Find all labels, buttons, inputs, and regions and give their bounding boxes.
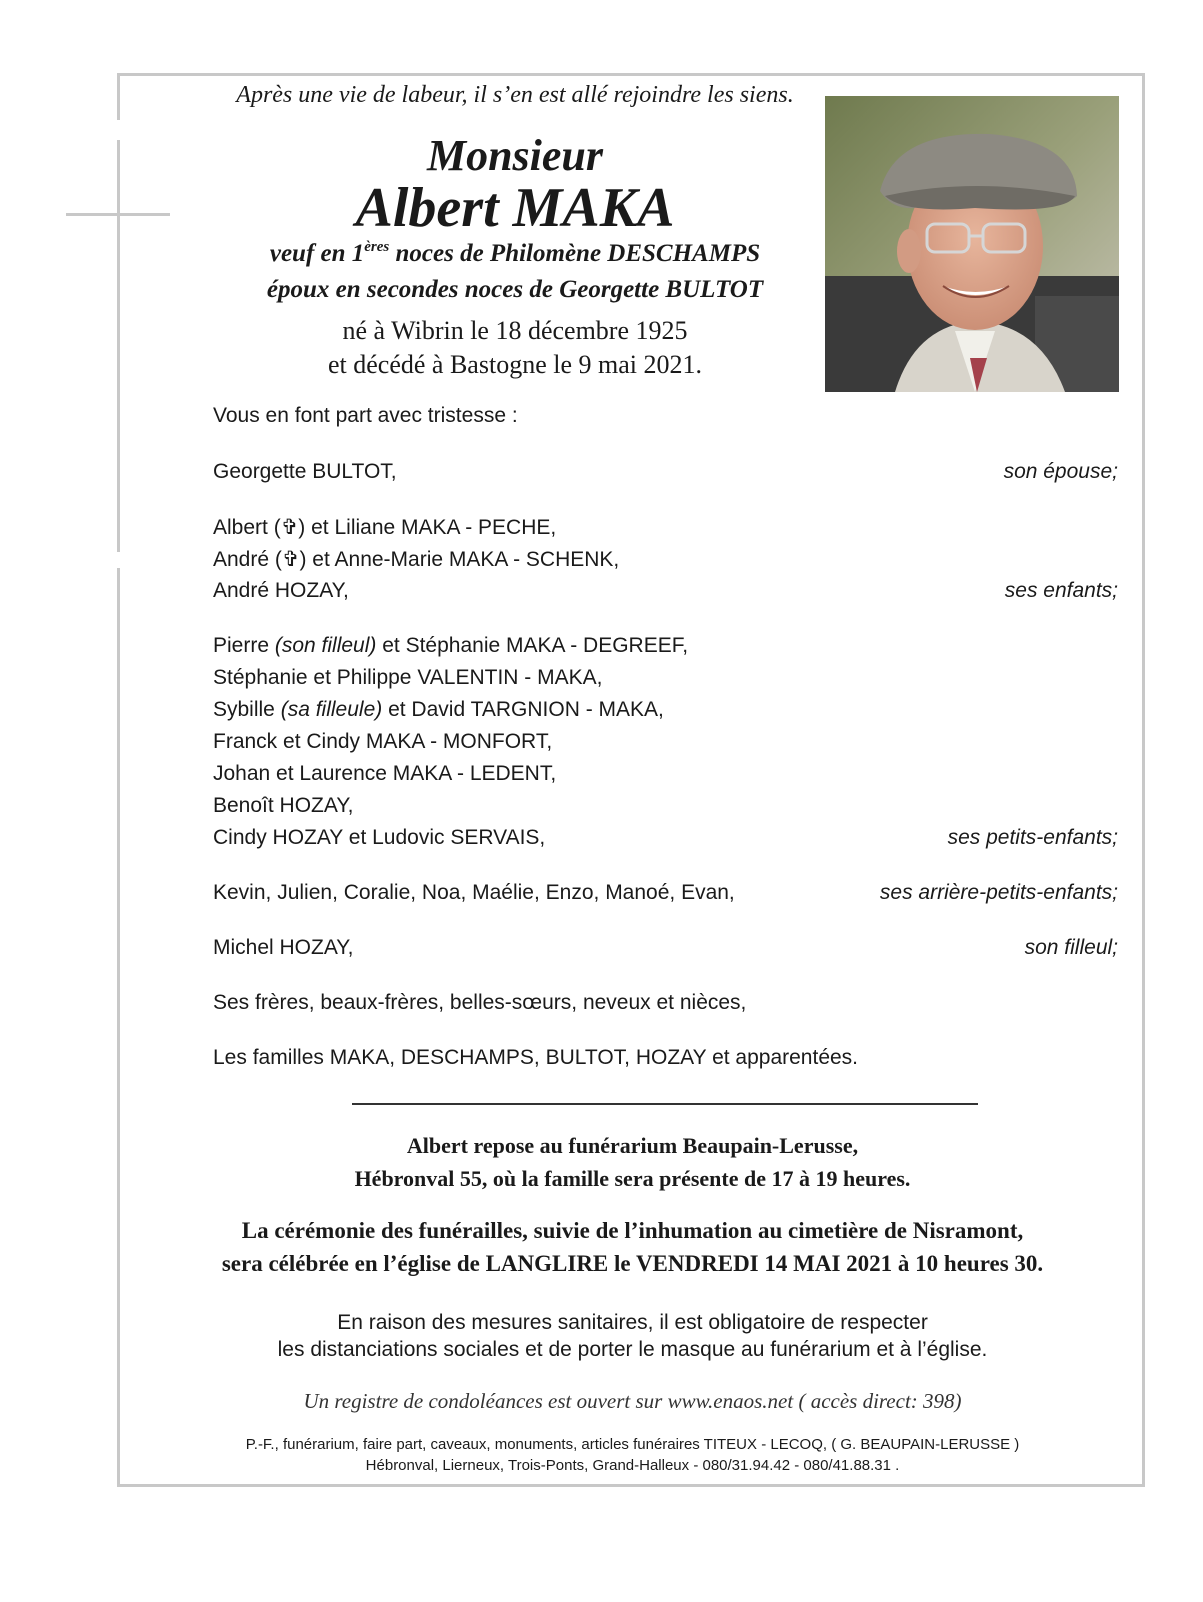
death-line: et décédé à Bastogne le 9 mai 2021. bbox=[328, 350, 702, 379]
family-group-grandchildren bbox=[213, 634, 1118, 858]
family-line: Pierre (son filleul) et Stéphanie MAKA - DEGREEF, bbox=[213, 634, 689, 657]
family-line: Benoît HOZAY, bbox=[213, 794, 354, 817]
family-line: Sybille (sa filleule) et David TARGNION - MAKA, bbox=[213, 698, 664, 721]
relation-label: son épouse; bbox=[1003, 460, 1118, 483]
family-line: Stéphanie et Philippe VALENTIN - MAKA, bbox=[213, 666, 603, 689]
frame-gap bbox=[112, 120, 126, 140]
footer-line-1: P.-F., funérarium, faire part, caveaux, monuments, articles funéraires TITEUX - LECOQ, ( G. BEAUPAIN-LERUSSE ) bbox=[245, 1436, 1020, 1453]
family-group-siblings bbox=[213, 991, 1118, 1023]
relation-label: ses petits-enfants; bbox=[947, 826, 1118, 849]
birth-line: né à Wibrin le 18 décembre 1925 bbox=[342, 316, 688, 345]
family-line: Albert (✞) et Liliane MAKA - PECHE, bbox=[213, 516, 557, 539]
intro-phrase: Après une vie de labeur, il s’en est allé rejoindre les siens. bbox=[236, 82, 794, 108]
ceremony-line-2: sera célébrée en l’église de LANGLIRE le VENDREDI 14 MAI 2021 à 10 heures 30. bbox=[221, 1251, 1044, 1276]
family-group-spouse bbox=[213, 460, 1118, 492]
footer-line-2: Hébronval, Lierneux, Trois-Ponts, Grand-Halleux - 080/31.94.42 - 080/41.88.31 . bbox=[365, 1457, 900, 1474]
cross-horizontal bbox=[66, 213, 170, 216]
family-line: Les familles MAKA, DESCHAMPS, BULTOT, HOZAY et apparentées. bbox=[213, 1046, 859, 1069]
relation-label: ses arrière-petits-enfants; bbox=[879, 881, 1118, 904]
family-line: Georgette BULTOT, bbox=[213, 460, 397, 483]
deceased-cross-icon: ✞ bbox=[280, 516, 299, 539]
rest-line-1: Albert repose au funérarium Beaupain-Lerusse, bbox=[406, 1133, 859, 1158]
registry-notice: Un registre de condoléances est ouvert sur www.enaos.net ( accès direct: 398) bbox=[303, 1389, 962, 1413]
family-line: Cindy HOZAY et Ludovic SERVAIS, bbox=[213, 826, 546, 849]
family-group-children bbox=[213, 515, 1118, 611]
relation-label: son filleul; bbox=[1024, 936, 1118, 959]
portrait-photo bbox=[825, 96, 1119, 392]
frame-gap bbox=[112, 552, 126, 568]
family-group-families bbox=[213, 1046, 1118, 1078]
family-line: Ses frères, beaux-frères, belles-sœurs, neveux et nièces, bbox=[213, 991, 747, 1014]
family-line: Franck et Cindy MAKA - MONFORT, bbox=[213, 730, 553, 753]
spouse-line: époux en secondes noces de Georgette BULTOT bbox=[266, 276, 764, 303]
honorific: Monsieur bbox=[426, 131, 604, 180]
deceased-name: Albert MAKA bbox=[355, 177, 675, 239]
cross-vertical bbox=[117, 140, 120, 552]
announcement: Vous en font part avec tristesse : bbox=[213, 404, 518, 427]
relation-label: ses enfants; bbox=[1004, 579, 1118, 602]
family-group-godson bbox=[213, 936, 1118, 968]
family-line: André (✞) et Anne-Marie MAKA - SCHENK, bbox=[213, 548, 620, 571]
family-group-great-grandchildren bbox=[213, 881, 1118, 913]
family-line: André HOZAY, bbox=[213, 579, 349, 602]
divider bbox=[352, 1103, 978, 1105]
family-line: Kevin, Julien, Coralie, Noa, Maélie, Enzo, Manoé, Evan, bbox=[213, 881, 735, 904]
covid-line-2: les distanciations sociales et de porter le masque au funérarium et à l’église. bbox=[277, 1338, 988, 1361]
covid-line-1: En raison des mesures sanitaires, il est obligatoire de respecter bbox=[337, 1311, 928, 1334]
deceased-cross-icon: ✞ bbox=[281, 548, 300, 571]
rest-line-2: Hébronval 55, où la famille sera présente de 17 à 19 heures. bbox=[354, 1166, 911, 1191]
ceremony-line-1: La cérémonie des funérailles, suivie de l’inhumation au cimetière de Nisramont, bbox=[241, 1218, 1024, 1243]
family-line: Johan et Laurence MAKA - LEDENT, bbox=[213, 762, 557, 785]
widower-line: veuf en 1ères noces de Philomène DESCHAMPS bbox=[269, 239, 761, 267]
family-line: Michel HOZAY, bbox=[213, 936, 354, 959]
